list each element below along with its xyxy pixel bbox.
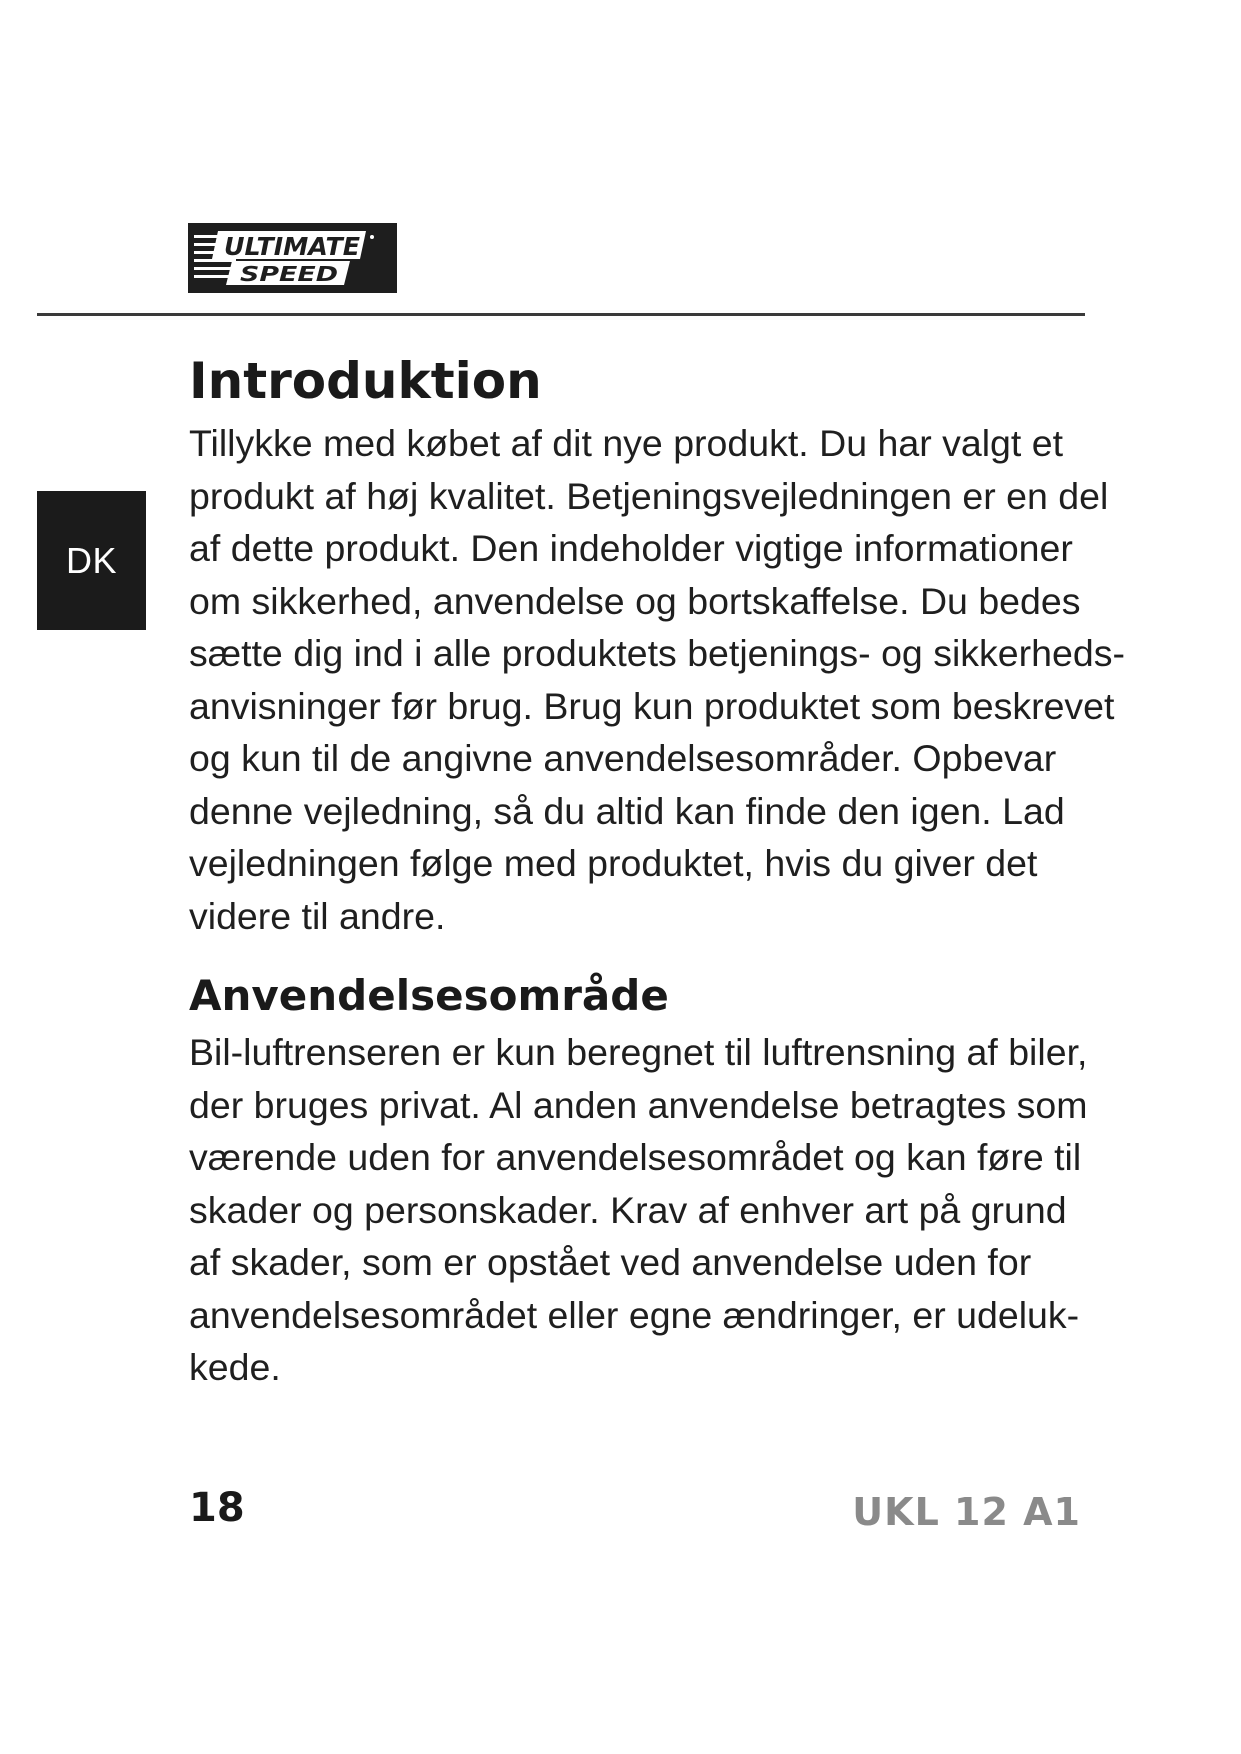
section-heading-intended-use: Anvendelsesområde xyxy=(189,971,669,1020)
model-number: UKL 12 A1 xyxy=(852,1490,1081,1534)
text-line: Tillykke med købet af dit nye produkt. Du har valgt et xyxy=(189,422,1063,464)
text-line: af dette produkt. Den indeholder vigtige informationer xyxy=(189,527,1073,569)
text-line: værende uden for anvendelsesområdet og kan føre til xyxy=(189,1136,1082,1178)
header-rule xyxy=(37,313,1085,316)
text-line: vejledningen følge med produktet, hvis du giver det xyxy=(189,842,1038,884)
text-line: denne vejledning, så du altid kan finde den igen. Lad xyxy=(189,789,1065,832)
logo-line2: SPEED xyxy=(240,262,338,286)
introduction-paragraph xyxy=(189,417,1125,942)
brand-logo xyxy=(188,223,397,293)
text-line: anvisninger før brug. Brug kun produktet som beskrevet xyxy=(189,684,1115,727)
text-line: produkt af høj kvalitet. Betjeningsvejledningen er en del xyxy=(189,474,1109,517)
intended-use-paragraph xyxy=(189,1026,1099,1394)
text-line: om sikkerhed, anvendelse og bortskaffelse. Du bedes xyxy=(189,579,1081,622)
text-line: af skader, som er opstået ved anvendelse uden for xyxy=(189,1241,1032,1283)
page-number: 18 xyxy=(189,1485,245,1531)
language-tab: DK xyxy=(37,491,146,630)
text-line: Bil-luftrenseren er kun beregnet til luftrensning af biler, xyxy=(189,1031,1088,1073)
logo-line1: ULTIMATE xyxy=(224,232,360,261)
text-line: og kun til de angivne anvendelsesområder. Opbevar xyxy=(189,737,1057,779)
text-line: videre til andre. xyxy=(189,894,446,937)
text-line: skader og personskader. Krav af enhver art på grund xyxy=(189,1188,1067,1231)
ultimate-speed-logo-icon xyxy=(188,223,397,293)
text-line: kede. xyxy=(189,1346,281,1388)
text-line: sætte dig ind i alle produktets betjenings- og sikkerheds- xyxy=(189,632,1125,674)
section-heading-introduction: Introduktion xyxy=(189,352,542,410)
main-content xyxy=(189,345,1125,1394)
text-line: der bruges privat. Al anden anvendelse betragtes som xyxy=(189,1083,1088,1126)
text-line: anvendelsesområdet eller egne ændringer, er udeluk- xyxy=(189,1293,1080,1336)
